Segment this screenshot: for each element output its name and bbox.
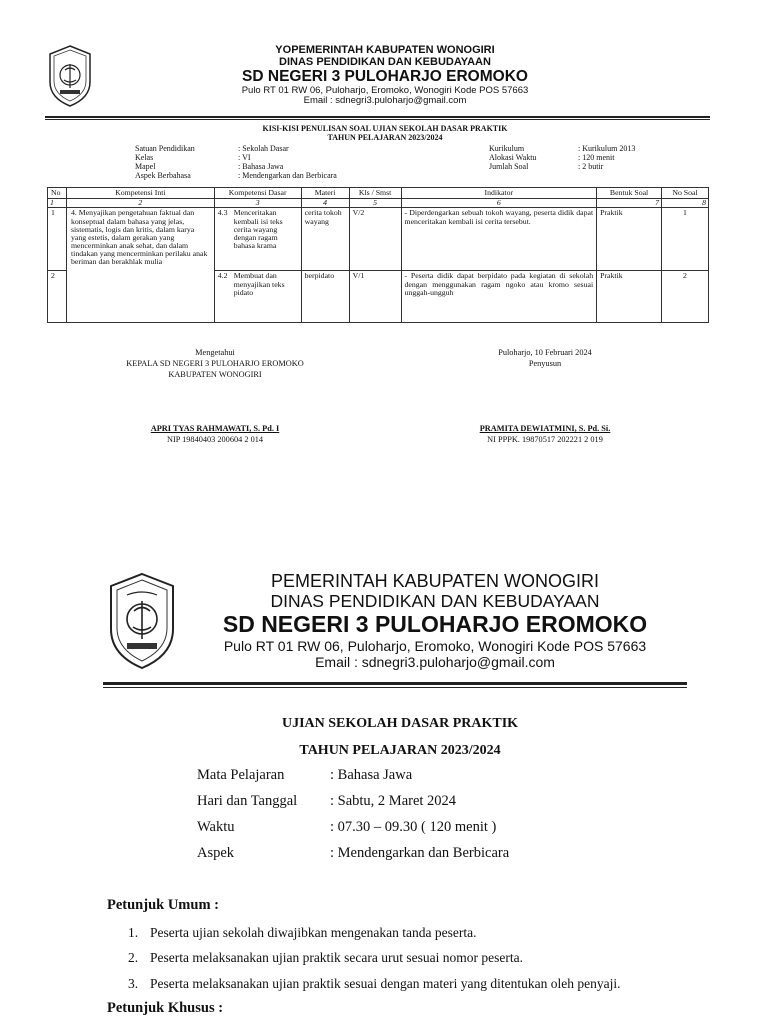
sig-left-line1: Mengetahui [195,348,235,357]
letterhead-1 [200,45,570,106]
cell-no: 2 [48,271,67,323]
meta-value: : 120 menit [578,153,615,162]
letterhead-rule [45,116,710,118]
meta-value: : Mendengarkan dan Berbicara [238,171,337,180]
col-number: 5 [349,199,401,208]
table-row [48,208,709,271]
exam-info [197,767,509,871]
cell-no-soal: 1 [662,208,709,271]
col-number: 8 [662,199,709,208]
letterhead-email: Email : sdnegri3.puloharjo@gmail.com [303,95,467,107]
kd-text: Menceritakan kembali isi teks cerita wayang dengan ragam bahasa krama [233,208,283,251]
col-header: Materi [301,188,349,199]
col-header: Kompetensi Dasar [214,188,301,199]
meta-right [489,145,635,172]
meta-value: : Bahasa Jawa [238,162,284,171]
sig-left-nip: NIP 19840403 200604 2 014 [166,435,264,445]
column-number-row [48,199,709,208]
petunjuk-umum-heading: Petunjuk Umum : [107,897,219,913]
cell-kd [214,208,301,271]
letterhead-rule-thin [45,119,710,120]
sig-right-name: PRAMITA DEWIATMINI, S. Pd. Si. [479,424,611,433]
meta-label: Alokasi Waktu [489,153,537,162]
cell-no-soal: 2 [662,271,709,323]
letterhead-2 [200,572,670,670]
letterhead-email: Email : sdnegri3.puloharjo@gmail.com [315,653,555,670]
cell-kls: V/1 [349,271,401,323]
list-item: 1. Peserta ujian sekolah diwajibkan mengenakan tanda peserta. [128,925,477,940]
sig-left-name: APRI TYAS RAHMAWATI, S. Pd. I [150,424,280,433]
list-item-text: Peserta melaksanakan ujian praktik secara urut sesuai nomor peserta. [150,950,523,965]
col-header: No [48,188,67,199]
cell-materi: cerita tokoh wayang [301,208,349,271]
kd-text: Membuat dan menyajikan teks pidato [233,271,285,297]
sig-right-nip: NI PPPK. 19870517 202221 2 019 [487,435,603,445]
letterhead-address: Pulo RT 01 RW 06, Puloharjo, Eromoko, Wonogiri Kode POS 57663 [241,85,529,97]
kd-number: 4.2 [217,271,228,281]
meta-label: Satuan Pendidikan [135,144,195,153]
cell-indikator: - Peserta didik dapat berpidato pada kegiatan di sekolah dengan menggunakan ragam ngoko atau kromo sesuai unggah-ungguh [401,271,597,323]
col-header: Kompetensi Inti [66,188,214,199]
info-label: Hari dan Tanggal [197,793,298,809]
col-number: 7 [597,199,662,208]
signature-right-name [430,423,660,445]
list-item-text: Peserta melaksanakan ujian praktik sesuai dengan materi yang ditentukan oleh penyaji. [150,976,621,991]
meta-label: Jumlah Soal [489,162,529,171]
col-number: 4 [301,199,349,208]
letterhead-dept-line: DINAS PENDIDIKAN DAN KEBUDAYAAN [270,590,600,611]
info-label: Waktu [197,819,235,835]
meta-value: : VI [238,153,251,162]
letterhead-rule [103,682,687,685]
info-label: Aspek [197,845,235,861]
col-header: No Soal [662,188,709,199]
letterhead-rule-thin [103,687,687,688]
meta-label: Kelas [135,153,154,162]
meta-left [135,145,337,181]
cell-kompetensi-inti: 4. Menyajikan pengetahuan faktual dan konseptual dalam bahasa yang jelas, sistematis, logis dan kritis, dalam karya yang estetis, dalam gerakan yang mencerminkan anak sehat, dan dalam tindakan yang mencerminkan perilaku anak beriman dan berakhlak mulia [66,208,214,323]
cell-bentuk: Praktik [597,208,662,271]
sig-left-line2: KEPALA SD NEGERI 3 PULOHARJO EROMOKO [126,359,304,369]
meta-label: Kurikulum [489,144,525,153]
cell-kd [214,271,301,323]
info-value: : Bahasa Jawa [330,767,413,783]
letterhead-school-name: SD NEGERI 3 PULOHARJO EROMOKO [242,68,528,86]
cell-materi: berpidato [301,271,349,323]
col-number: 3 [214,199,301,208]
info-value: : Sabtu, 2 Maret 2024 [330,793,457,809]
meta-label: Aspek Berbahasa [135,171,191,180]
col-number: 2 [66,199,214,208]
signature-left-name [80,423,350,445]
signature-left [80,347,350,381]
kisi-table [47,187,709,323]
school-logo-large [107,571,177,671]
meta-value: : 2 butir [578,162,604,171]
meta-label: Mapel [135,162,156,171]
col-number: 6 [401,199,597,208]
info-label: Mata Pelajaran [197,767,285,783]
kisi-title-line1: KISI-KISI PENULISAN SOAL UJIAN SEKOLAH DASAR PRAKTIK [262,124,508,133]
col-header: Kls / Smst [349,188,401,199]
cell-bentuk: Praktik [597,271,662,323]
sig-right-line2: Penyusun [528,359,562,369]
col-header: Bentuk Soal [597,188,662,199]
petunjuk-khusus-heading: Petunjuk Khusus : [107,1000,224,1016]
ujian-year: TAHUN PELAJARAN 2023/2024 [299,743,501,758]
letterhead-address: Pulo RT 01 RW 06, Puloharjo, Eromoko, Wonogiri Kode POS 57663 [223,638,647,655]
kd-number: 4.3 [217,208,228,218]
info-value: : 07.30 – 09.30 ( 120 menit ) [330,819,497,835]
list-item: 3. Peserta melaksanakan ujian praktik sesuai dengan materi yang ditentukan oleh penyaji. [128,976,621,991]
signature-right [440,347,650,369]
cell-kls: V/2 [349,208,401,271]
letterhead-gov-line: YOPEMERINTAH KABUPATEN WONOGIRI [275,44,495,56]
list-item-text: Peserta ujian sekolah diwajibkan mengenakan tanda peserta. [150,925,477,940]
table-header-row [48,188,709,199]
cell-indikator: - Diperdengarkan sebuah tokoh wayang, peserta didik dapat menceritakan kembali isi cerita tersebut. [401,208,597,271]
letterhead-gov-line: PEMERINTAH KABUPATEN WONOGIRI [270,571,600,591]
meta-value: : Kurikulum 2013 [578,144,636,153]
meta-value: : Sekolah Dasar [238,144,289,153]
school-logo-small [47,44,93,108]
list-item: 2. Peserta melaksanakan ujian praktik secara urut sesuai nomor peserta. [128,950,523,965]
cell-no: 1 [48,208,67,271]
sig-left-line3: KABUPATEN WONOGIRI [168,370,262,380]
letterhead-school-name: SD NEGERI 3 PULOHARJO EROMOKO [222,611,648,638]
kisi-title [160,124,610,142]
info-value: : Mendengarkan dan Berbicara [330,845,510,861]
letterhead-dept-line: DINAS PENDIDIKAN DAN KEBUDAYAAN [279,55,491,68]
col-number: 1 [48,199,67,208]
kisi-title-line2: TAHUN PELAJARAN 2023/2024 [327,133,443,143]
col-header: Indikator [401,188,597,199]
ujian-title: UJIAN SEKOLAH DASAR PRAKTIK [281,716,519,731]
sig-right-line1: Puloharjo, 10 Februari 2024 [498,348,592,357]
